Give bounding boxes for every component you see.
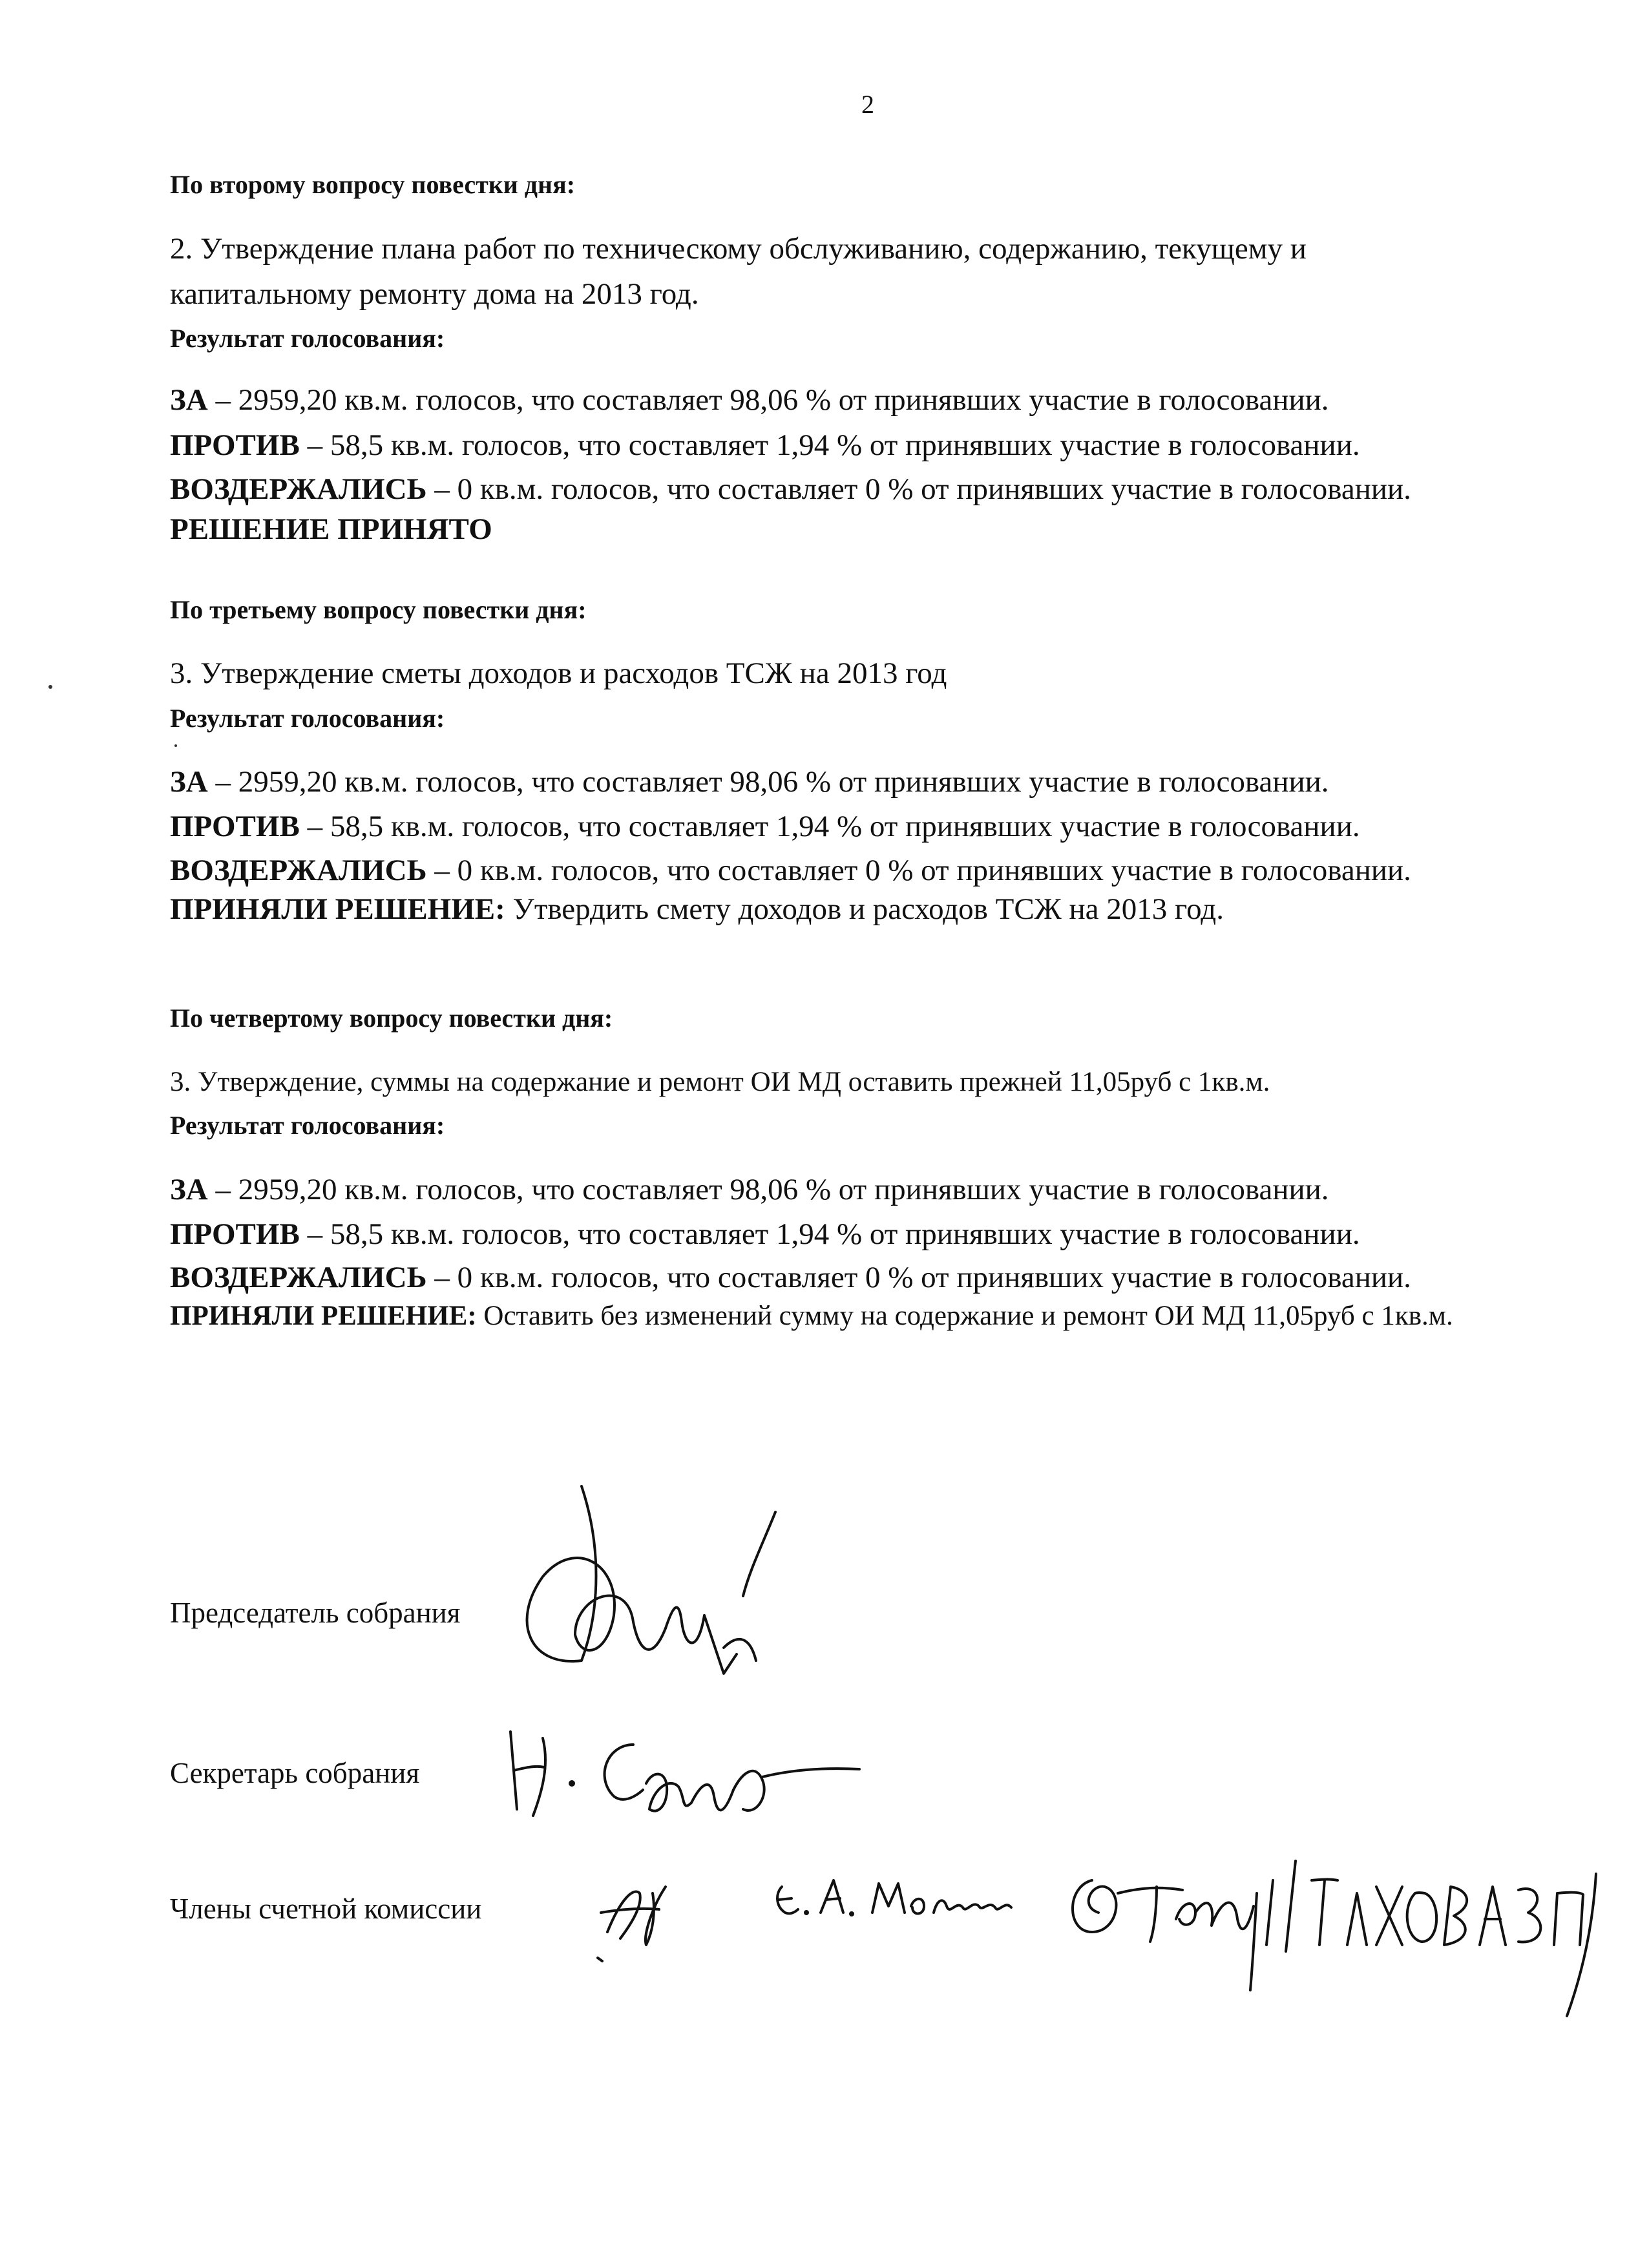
result-label-3: Результат голосования: [170, 704, 445, 733]
vote-abstain-text: – 0 кв.м. голосов, что составляет 0 % от принявших участие в голосовании. [426, 1261, 1411, 1294]
vote-for-3 [170, 764, 1329, 799]
vote-for-4 [170, 1172, 1329, 1207]
vote-against-label: ПРОТИВ [170, 1217, 300, 1251]
scan-speck [48, 685, 52, 689]
vote-against-label: ПРОТИВ [170, 810, 300, 843]
vote-against-text: – 58,5 кв.м. голосов, что составляет 1,94 % от принявших участие в голосовании. [299, 428, 1360, 462]
vote-for-text: – 2959,20 кв.м. голосов, что составляет 98,06 % от принявших участие в голосовании. [207, 1173, 1329, 1206]
decision-text: Утвердить смету доходов и расходов ТСЖ на 2013 год. [505, 892, 1224, 926]
commission-signature-1 [582, 1848, 711, 1977]
vote-against-2 [170, 428, 1360, 463]
vote-for-label: ЗА [170, 383, 208, 417]
commission-signature-2 [769, 1861, 1040, 1938]
vote-abstain-2 [170, 472, 1411, 507]
vote-for-2 [170, 383, 1329, 417]
result-label-2: Результат голосования: [170, 324, 445, 353]
page-number: 2 [861, 90, 874, 119]
vote-abstain-4 [170, 1260, 1411, 1295]
commission-signature-3 [1053, 1822, 1609, 2029]
vote-abstain-label: ВОЗДЕРЖАЛИСЬ [170, 1261, 427, 1294]
agenda-item-2-line1: 2. Утверждение плана работ по техническому обслуживанию, содержанию, текущему и [170, 232, 1307, 266]
vote-abstain-text: – 0 кв.м. голосов, что составляет 0 % от принявших участие в голосовании. [426, 854, 1411, 887]
vote-abstain-3 [170, 853, 1411, 888]
vote-against-3 [170, 809, 1360, 844]
decision-3 [170, 892, 1224, 927]
vote-for-text: – 2959,20 кв.м. голосов, что составляет 98,06 % от принявших участие в голосовании. [207, 765, 1329, 799]
decision-text: Оставить без изменений сумму на содержание и ремонт ОИ МД 11,05руб с 1кв.м. [476, 1301, 1453, 1331]
agenda-item-4-line1: 3. Утверждение, суммы на содержание и ремонт ОИ МД оставить прежней 11,05руб с 1кв.м. [170, 1067, 1270, 1097]
vote-abstain-label: ВОЗДЕРЖАЛИСЬ [170, 472, 427, 506]
section-heading-2: По второму вопросу повестки дня: [170, 170, 576, 199]
vote-against-text: – 58,5 кв.м. голосов, что составляет 1,94 % от принявших участие в голосовании. [299, 810, 1360, 843]
decision-label: ПРИНЯЛИ РЕШЕНИЕ: [170, 892, 505, 926]
vote-abstain-text: – 0 кв.м. голосов, что составляет 0 % от принявших участие в голосовании. [426, 472, 1411, 506]
agenda-item-2-line2: капитальному ремонту дома на 2013 год. [170, 277, 699, 311]
decision-4 [170, 1300, 1453, 1332]
vote-for-text: – 2959,20 кв.м. голосов, что составляет 98,06 % от принявших участие в голосовании. [207, 383, 1329, 417]
vote-against-text: – 58,5 кв.м. голосов, что составляет 1,94 % от принявших участие в голосовании. [299, 1217, 1360, 1251]
scan-speck [174, 744, 177, 747]
vote-against-4 [170, 1217, 1360, 1252]
vote-against-label: ПРОТИВ [170, 428, 300, 462]
section-heading-4: По четвертому вопросу повестки дня: [170, 1003, 613, 1033]
chairman-signature [504, 1467, 866, 1725]
secretary-label: Секретарь собрания [170, 1757, 420, 1789]
section-heading-3: По третьему вопросу повестки дня: [170, 595, 587, 624]
chairman-label: Председатель собрания [170, 1597, 461, 1629]
agenda-item-3-line1: 3. Утверждение сметы доходов и расходов ТСЖ на 2013 год [170, 656, 947, 690]
result-label-4: Результат голосования: [170, 1111, 445, 1140]
vote-abstain-label: ВОЗДЕРЖАЛИСЬ [170, 854, 427, 887]
decision-label: ПРИНЯЛИ РЕШЕНИЕ: [170, 1301, 477, 1331]
commission-label: Члены счетной комиссии [170, 1893, 482, 1925]
vote-for-label: ЗА [170, 1173, 208, 1206]
secretary-signature [498, 1706, 911, 1835]
vote-for-label: ЗА [170, 765, 208, 799]
decision-2: РЕШЕНИЕ ПРИНЯТО [170, 512, 492, 546]
